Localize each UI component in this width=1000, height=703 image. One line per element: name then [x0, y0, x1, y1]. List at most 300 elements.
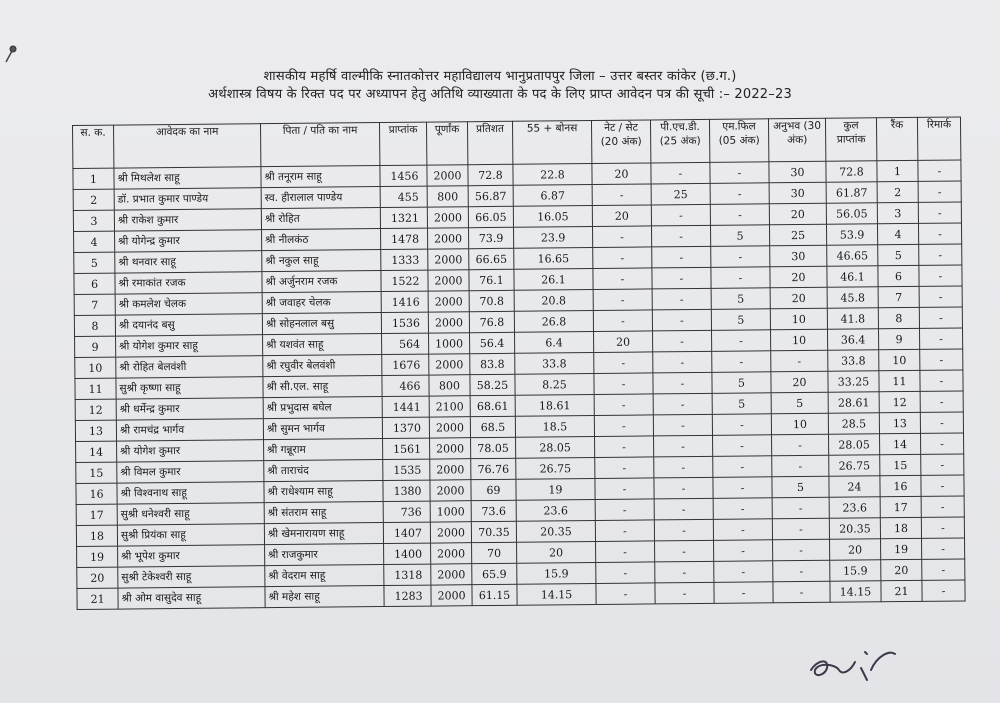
cell-net-set: - [593, 268, 652, 290]
cell-bonus: 16.65 [514, 248, 593, 270]
cell-applicant-name: श्री मिथलेश साहू [114, 167, 261, 189]
cell-max: 2100 [429, 396, 470, 417]
cell-mphil: - [714, 540, 773, 562]
col-percent: प्रतिशत [467, 121, 512, 164]
cell-phd: - [653, 351, 712, 373]
cell-phd: - [653, 330, 712, 352]
cell-rank: 9 [878, 328, 919, 349]
cell-experience: - [773, 581, 830, 603]
cell-mphil: - [713, 435, 772, 457]
cell-rank: 8 [878, 307, 919, 328]
cell-phd: 25 [651, 183, 710, 205]
cell-bonus: 26.75 [516, 457, 595, 479]
cell-remark: - [918, 202, 961, 223]
cell-experience: 20 [770, 287, 827, 309]
cell-percent: 83.8 [470, 353, 515, 374]
col-phd: पी.एच.डी. (25 अंक) [650, 119, 709, 163]
cell-max: 2000 [431, 564, 472, 585]
cell-percent: 72.8 [468, 164, 513, 185]
cell-percent: 68.61 [470, 395, 515, 416]
cell-net-set: - [595, 499, 654, 521]
cell-experience: - [772, 518, 829, 540]
cell-phd: - [654, 456, 713, 478]
cell-serial: 9 [75, 336, 116, 357]
cell-serial: 11 [75, 378, 116, 399]
cell-phd: - [654, 477, 713, 499]
cell-father-name: श्री तनूराम साहू [261, 166, 380, 188]
cell-max: 2000 [428, 312, 469, 333]
cell-bonus: 28.05 [516, 436, 595, 458]
cell-remark: - [922, 559, 965, 580]
cell-percent: 58.25 [470, 374, 515, 395]
cell-bonus: 23.9 [514, 227, 593, 249]
cell-percent: 56.87 [468, 185, 513, 206]
cell-applicant-name: श्री ओम वासुदेव साहू [118, 587, 265, 609]
cell-total: 23.6 [829, 497, 880, 518]
cell-father-name: श्री राधेश्याम साहू [264, 481, 383, 503]
cell-obtained: 466 [382, 375, 429, 396]
cell-phd: - [652, 246, 711, 268]
col-rank: रैंक [876, 117, 917, 160]
cell-bonus: 33.8 [515, 353, 594, 375]
cell-phd: - [651, 162, 710, 184]
cell-experience: 20 [770, 266, 827, 288]
cell-father-name: श्री जवाहर चेलक [262, 292, 381, 314]
cell-experience: 10 [770, 329, 827, 351]
cell-experience: 30 [769, 182, 826, 204]
cell-applicant-name: सुश्री कृष्णा साहू [116, 377, 263, 399]
cell-percent: 56.4 [470, 332, 515, 353]
cell-applicant-name: डॉ. प्रभात कुमार पाण्डेय [114, 188, 261, 210]
cell-experience: - [773, 539, 830, 561]
cell-obtained: 1676 [382, 354, 429, 375]
cell-applicant-name: सुश्री टेकेश्वरी साहू [118, 566, 265, 588]
cell-experience: - [771, 350, 828, 372]
cell-max: 2000 [428, 228, 469, 249]
cell-bonus: 14.15 [517, 583, 596, 605]
cell-bonus: 18.5 [515, 415, 594, 437]
pushpin-icon [4, 44, 18, 64]
cell-total: 46.1 [827, 266, 878, 287]
cell-max: 2000 [430, 522, 471, 543]
cell-net-set: - [593, 310, 652, 332]
applicants-table [72, 116, 966, 610]
cell-obtained: 1370 [382, 417, 429, 438]
cell-phd: - [653, 372, 712, 394]
cell-experience: 25 [769, 224, 826, 246]
cell-remark: - [919, 328, 962, 349]
cell-total: 20 [830, 539, 881, 560]
cell-serial: 18 [76, 525, 117, 546]
cell-phd: - [651, 225, 710, 247]
cell-total: 15.9 [830, 560, 881, 581]
cell-obtained: 1416 [381, 291, 428, 312]
cell-applicant-name: श्री थनवार साहू [115, 251, 262, 273]
cell-serial: 6 [74, 273, 115, 294]
cell-applicant-name: सुश्री प्रियंका साहू [117, 524, 264, 546]
cell-mphil: 5 [711, 288, 770, 310]
cell-percent: 68.5 [470, 416, 515, 437]
cell-serial: 14 [76, 441, 117, 462]
cell-mphil: - [714, 561, 773, 583]
cell-remark: - [921, 454, 964, 475]
cell-bonus: 23.6 [516, 499, 595, 521]
cell-obtained: 1536 [381, 312, 428, 333]
cell-rank: 2 [877, 181, 918, 202]
cell-percent: 66.05 [468, 206, 513, 227]
col-applicant-name: आवेदक का नाम [114, 124, 261, 168]
col-experience: अनुभव (30 अंक) [768, 118, 825, 162]
cell-total: 72.8 [826, 161, 877, 182]
cell-phd: - [655, 561, 714, 583]
cell-remark: - [919, 244, 962, 265]
cell-applicant-name: श्री धर्मेन्द्र कुमार [116, 398, 263, 420]
cell-bonus: 26.1 [514, 269, 593, 291]
cell-rank: 5 [878, 244, 919, 265]
cell-phd: - [654, 519, 713, 541]
cell-total: 28.5 [828, 413, 879, 434]
cell-serial: 4 [74, 231, 115, 252]
cell-remark: - [919, 286, 962, 307]
col-net-set: नेट / सेट (20 अंक) [591, 120, 650, 164]
cell-obtained: 1522 [381, 270, 428, 291]
cell-bonus: 15.9 [517, 562, 596, 584]
cell-rank: 12 [879, 391, 920, 412]
cell-net-set: - [595, 436, 654, 458]
cell-obtained: 1407 [383, 522, 430, 543]
cell-experience: - [773, 560, 830, 582]
cell-remark: - [918, 223, 961, 244]
col-max: पूर्णांक [426, 122, 467, 165]
cell-experience: 30 [770, 245, 827, 267]
cell-remark: - [918, 181, 961, 202]
cell-percent: 78.05 [471, 437, 516, 458]
cell-serial: 19 [77, 546, 118, 567]
cell-bonus: 22.8 [513, 164, 592, 186]
cell-percent: 73.9 [469, 227, 514, 248]
cell-percent: 69 [471, 479, 516, 500]
cell-percent: 70.8 [469, 290, 514, 311]
cell-rank: 10 [879, 349, 920, 370]
cell-phd: - [653, 393, 712, 415]
cell-net-set: - [596, 541, 655, 563]
cell-net-set: - [593, 289, 652, 311]
cell-rank: 1 [877, 160, 918, 181]
cell-obtained: 564 [382, 333, 429, 354]
cell-total: 24 [829, 476, 880, 497]
cell-applicant-name: श्री योगेश कुमार साहू [116, 335, 263, 357]
list-title: अर्थशास्त्र विषय के रिक्त पद पर अध्यापन हेतु अतिथि व्याख्याता के पद के लिए प्राप्त आवेदन पत्र की सूची :– 2022–23 [208, 87, 792, 102]
cell-mphil: - [713, 519, 772, 541]
cell-obtained: 1321 [380, 207, 427, 228]
cell-bonus: 6.4 [515, 332, 594, 354]
cell-applicant-name: श्री विमल कुमार [117, 461, 264, 483]
cell-rank: 21 [881, 580, 922, 601]
cell-serial: 5 [74, 252, 115, 273]
handwritten-signature [805, 640, 900, 690]
cell-net-set: - [595, 520, 654, 542]
cell-max: 2000 [428, 270, 469, 291]
cell-mphil: - [713, 498, 772, 520]
cell-percent: 65.9 [472, 563, 517, 584]
cell-net-set: 20 [592, 205, 651, 227]
cell-father-name: श्री प्रभुदास बघेल [263, 397, 382, 419]
cell-total: 36.4 [827, 329, 878, 350]
cell-phd: - [655, 582, 714, 604]
cell-applicant-name: श्री भूपेश कुमार [118, 545, 265, 567]
cell-serial: 10 [75, 357, 116, 378]
cell-obtained: 1318 [384, 564, 431, 585]
cell-serial: 1 [73, 168, 114, 189]
cell-serial: 17 [76, 504, 117, 525]
cell-percent: 76.8 [469, 311, 514, 332]
cell-experience: 5 [771, 392, 828, 414]
cell-applicant-name: श्री रामचंद्र भार्गव [116, 419, 263, 441]
cell-experience: 5 [772, 476, 829, 498]
cell-net-set: - [594, 352, 653, 374]
cell-rank: 20 [881, 559, 922, 580]
cell-net-set: - [596, 583, 655, 605]
cell-rank: 3 [877, 202, 918, 223]
col-mphil: एम.फिल (05 अंक) [709, 119, 768, 163]
cell-father-name: स्व. हीरालाल पाण्डेय [261, 187, 380, 209]
cell-father-name: श्री महेश साहू [265, 586, 384, 608]
cell-percent: 66.65 [469, 248, 514, 269]
cell-percent: 70.35 [471, 521, 516, 542]
cell-father-name: श्री सी.एल. साहू [263, 376, 382, 398]
cell-net-set: 20 [592, 163, 651, 185]
cell-mphil: 5 [710, 225, 769, 247]
cell-mphil: - [711, 246, 770, 268]
cell-serial: 7 [74, 294, 115, 315]
cell-rank: 6 [878, 265, 919, 286]
cell-obtained: 1478 [381, 228, 428, 249]
cell-phd: - [652, 309, 711, 331]
cell-total: 46.65 [827, 245, 878, 266]
cell-serial: 3 [73, 210, 114, 231]
cell-rank: 19 [881, 538, 922, 559]
cell-applicant-name: श्री योगेश कुमार [117, 440, 264, 462]
cell-phd: - [652, 267, 711, 289]
cell-mphil: - [711, 267, 770, 289]
col-father-name: पिता / पति का नाम [260, 123, 379, 167]
cell-rank: 4 [877, 223, 918, 244]
cell-phd: - [654, 435, 713, 457]
cell-max: 2000 [430, 438, 471, 459]
cell-net-set: - [594, 394, 653, 416]
cell-total: 26.75 [829, 455, 880, 476]
cell-remark: - [920, 412, 963, 433]
cell-net-set: - [596, 562, 655, 584]
cell-experience: 20 [769, 203, 826, 225]
cell-obtained: 1400 [384, 543, 431, 564]
cell-rank: 17 [880, 496, 921, 517]
cell-mphil: - [714, 582, 773, 604]
cell-bonus: 20.35 [516, 520, 595, 542]
cell-father-name: श्री गन्नूराम [264, 439, 383, 461]
cell-experience: 10 [770, 308, 827, 330]
cell-bonus: 20 [517, 541, 596, 563]
cell-obtained: 1535 [383, 459, 430, 480]
cell-experience: 20 [771, 371, 828, 393]
cell-max: 2000 [428, 291, 469, 312]
cell-applicant-name: श्री कमलेश चेलक [115, 293, 262, 315]
cell-remark: - [919, 307, 962, 328]
cell-serial: 21 [77, 588, 118, 609]
cell-serial: 20 [77, 567, 118, 588]
cell-phd: - [654, 498, 713, 520]
cell-serial: 15 [76, 462, 117, 483]
cell-remark: - [921, 517, 964, 538]
cell-net-set: 20 [594, 331, 653, 353]
cell-bonus: 18.61 [515, 395, 594, 417]
cell-net-set: - [594, 373, 653, 395]
cell-net-set: - [595, 457, 654, 479]
col-total: कुल प्राप्तांक [825, 118, 876, 161]
cell-max: 1000 [430, 501, 471, 522]
cell-experience: 10 [771, 413, 828, 435]
cell-remark: - [921, 496, 964, 517]
cell-bonus: 26.8 [514, 311, 593, 333]
col-bonus: 55 + बोनस [512, 121, 591, 165]
cell-bonus: 20.8 [514, 290, 593, 312]
cell-obtained: 1333 [381, 249, 428, 270]
cell-rank: 7 [878, 286, 919, 307]
cell-remark: - [918, 160, 961, 181]
cell-total: 33.25 [828, 371, 879, 392]
cell-max: 2000 [429, 354, 470, 375]
col-remark: रिमार्क [917, 117, 960, 160]
table-body [73, 160, 965, 610]
cell-experience: - [772, 455, 829, 477]
cell-net-set: - [595, 478, 654, 500]
cell-applicant-name: श्री दयानंद बसु [115, 314, 262, 336]
cell-total: 14.15 [830, 581, 881, 602]
cell-max: 800 [427, 186, 468, 207]
cell-mphil: - [712, 351, 771, 373]
cell-net-set: - [592, 184, 651, 206]
cell-remark: - [920, 433, 963, 454]
cell-max: 2000 [427, 207, 468, 228]
cell-father-name: श्री वेदराम साहू [265, 565, 384, 587]
cell-father-name: श्री यशवंत साहू [263, 334, 382, 356]
cell-max: 2000 [428, 249, 469, 270]
cell-father-name: श्री ताराचंद [264, 460, 383, 482]
cell-father-name: श्री सुमन भार्गव [263, 418, 382, 440]
cell-max: 2000 [431, 585, 472, 606]
cell-father-name: श्री राजकुमार [265, 544, 384, 566]
cell-max: 2000 [431, 543, 472, 564]
cell-remark: - [920, 349, 963, 370]
cell-experience: - [772, 497, 829, 519]
cell-mphil: - [710, 183, 769, 205]
cell-rank: 14 [880, 433, 921, 454]
cell-father-name: श्री संतराम साहू [264, 502, 383, 524]
cell-phd: - [652, 288, 711, 310]
cell-net-set: - [593, 247, 652, 269]
cell-phd: - [655, 540, 714, 562]
cell-mphil: - [712, 330, 771, 352]
cell-rank: 18 [880, 517, 921, 538]
cell-total: 61.87 [826, 182, 877, 203]
cell-total: 20.35 [829, 518, 880, 539]
cell-obtained: 1561 [383, 438, 430, 459]
cell-mphil: - [710, 204, 769, 226]
cell-phd: - [651, 204, 710, 226]
cell-experience: 30 [769, 161, 826, 183]
cell-mphil: - [712, 414, 771, 436]
cell-father-name: श्री अर्जुनराम रजक [262, 271, 381, 293]
cell-mphil: 5 [712, 372, 771, 394]
cell-total: 33.8 [828, 350, 879, 371]
cell-obtained: 736 [383, 501, 430, 522]
cell-remark: - [920, 370, 963, 391]
cell-father-name: श्री सोहनलाल बसु [262, 313, 381, 335]
cell-percent: 73.6 [471, 500, 516, 521]
cell-total: 28.61 [828, 392, 879, 413]
cell-applicant-name: सुश्री धनेश्वरी साहू [117, 503, 264, 525]
cell-bonus: 8.25 [515, 374, 594, 396]
cell-bonus: 16.05 [513, 206, 592, 228]
cell-total: 41.8 [827, 308, 878, 329]
col-serial: स. क. [73, 125, 114, 168]
cell-remark: - [921, 475, 964, 496]
cell-obtained: 455 [380, 186, 427, 207]
cell-total: 45.8 [827, 287, 878, 308]
cell-obtained: 1283 [384, 585, 431, 606]
cell-max: 2000 [430, 459, 471, 480]
cell-max: 800 [429, 375, 470, 396]
college-title: शासकीय महर्षि वाल्मीकि स्नातकोत्तर महाविद्यालय भानुप्रतापपुर जिला – उत्तर बस्तर कांकेर (छ.ग.) [263, 69, 737, 84]
cell-applicant-name: श्री रमाकांत रजक [115, 272, 262, 294]
col-obtained: प्राप्तांक [379, 122, 426, 165]
cell-rank: 13 [879, 412, 920, 433]
cell-max: 1000 [429, 333, 470, 354]
cell-applicant-name: श्री रोहित बेलवंशी [116, 356, 263, 378]
cell-applicant-name: श्री विश्वनाथ साहू [117, 482, 264, 504]
cell-percent: 70 [472, 542, 517, 563]
cell-father-name: श्री खेमनारायण साहू [264, 523, 383, 545]
cell-applicant-name: श्री योगेन्द्र कुमार [115, 230, 262, 252]
cell-net-set: - [594, 415, 653, 437]
cell-applicant-name: श्री राकेश कुमार [114, 209, 261, 231]
cell-percent: 76.1 [469, 269, 514, 290]
cell-serial: 8 [74, 315, 115, 336]
cell-mphil: 5 [712, 393, 771, 415]
cell-serial: 2 [73, 189, 114, 210]
cell-mphil: 5 [711, 309, 770, 331]
cell-father-name: श्री रोहित [261, 208, 380, 230]
cell-experience: - [772, 434, 829, 456]
cell-remark: - [922, 538, 965, 559]
cell-total: 56.05 [826, 203, 877, 224]
cell-father-name: श्री रघुवीर बेलवंशी [263, 355, 382, 377]
cell-max: 2000 [430, 480, 471, 501]
cell-mphil: - [713, 477, 772, 499]
cell-bonus: 19 [516, 478, 595, 500]
cell-father-name: श्री नकुल साहू [262, 250, 381, 272]
cell-percent: 76.76 [471, 458, 516, 479]
cell-bonus: 6.87 [513, 185, 592, 207]
cell-rank: 16 [880, 475, 921, 496]
cell-serial: 16 [76, 483, 117, 504]
cell-remark: - [922, 580, 965, 601]
cell-total: 53.9 [826, 224, 877, 245]
cell-father-name: श्री नीलकंठ [262, 229, 381, 251]
cell-mphil: - [713, 456, 772, 478]
cell-serial: 12 [75, 399, 116, 420]
cell-obtained: 1380 [383, 480, 430, 501]
